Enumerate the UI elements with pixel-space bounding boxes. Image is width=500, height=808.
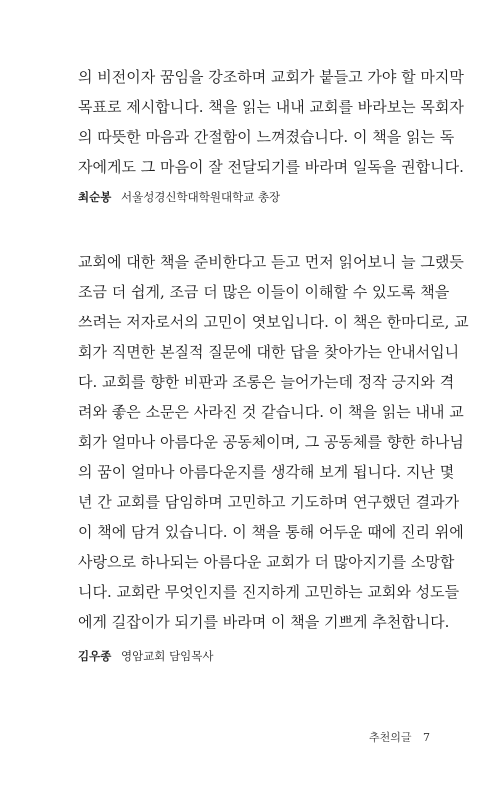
text-line: 려와 좋은 소문은 사라진 것 같습니다. 이 책을 읽는 내내 교: [78, 403, 464, 421]
recommender-2-signature: [78, 648, 214, 664]
text-line: 자에게도 그 마음이 잘 전달되기를 바라며 일독을 권합니다.: [78, 158, 464, 176]
recommender-title: 영암교회 담임목사: [120, 649, 214, 663]
text-line: 의 비전이자 꿈임을 강조하며 교회가 붙들고 가야 할 마지막: [78, 68, 464, 86]
text-line: 회가 직면한 본질적 질문에 대한 답을 찾아가는 안내서입니: [78, 343, 460, 361]
recommender-title: 서울성경신학대학원대학교 총장: [120, 190, 281, 204]
recommendation-1-body: [78, 62, 464, 182]
recommender-name: 최순봉: [78, 190, 112, 204]
recommender-name: 김우종: [78, 649, 112, 663]
text-line: 이 책에 담겨 있습니다. 이 책을 통해 어두운 때에 진리 위에: [78, 523, 464, 541]
text-line: 년 간 교회를 담임하며 고민하고 기도하며 연구했던 결과가: [78, 493, 460, 511]
page-number: 7: [423, 731, 430, 744]
text-line: 니다. 교회란 무엇인지를 진지하게 고민하는 교회와 성도들: [78, 583, 460, 601]
text-line: 사랑으로 하나되는 아름다운 교회가 더 많아지기를 소망합: [78, 553, 455, 571]
text-line: 조금 더 쉽게, 조금 더 많은 이들이 이해할 수 있도록 책을: [78, 283, 450, 301]
text-line: 에게 길잡이가 되기를 바라며 이 책을 기쁘게 추천합니다.: [78, 613, 450, 631]
running-section-title: 추천의글: [368, 731, 412, 744]
recommender-1-signature: [78, 189, 280, 205]
text-line: 다. 교회를 향한 비판과 조롱은 늘어가는데 정작 긍지와 격: [78, 373, 455, 391]
text-line: 의 꿈이 얼마나 아름다운지를 생각해 보게 됩니다. 지난 몇: [78, 463, 455, 481]
recommendation-2-body: [78, 247, 469, 637]
text-line: 회가 얼마나 아름다운 공동체이며, 그 공동체를 향한 하나님: [78, 433, 464, 451]
text-line: 쓰려는 저자로서의 고민이 엿보입니다. 이 책은 한마디로, 교: [78, 313, 469, 331]
text-line: 목표로 제시합니다. 책을 읽는 내내 교회를 바라보는 목회자: [78, 98, 464, 116]
page-footer: [369, 731, 430, 745]
text-line: 교회에 대한 책을 준비한다고 듣고 먼저 읽어보니 늘 그랬듯: [78, 253, 464, 271]
text-line: 의 따뜻한 마음과 간절함이 느껴졌습니다. 이 책을 읽는 독: [78, 128, 455, 146]
